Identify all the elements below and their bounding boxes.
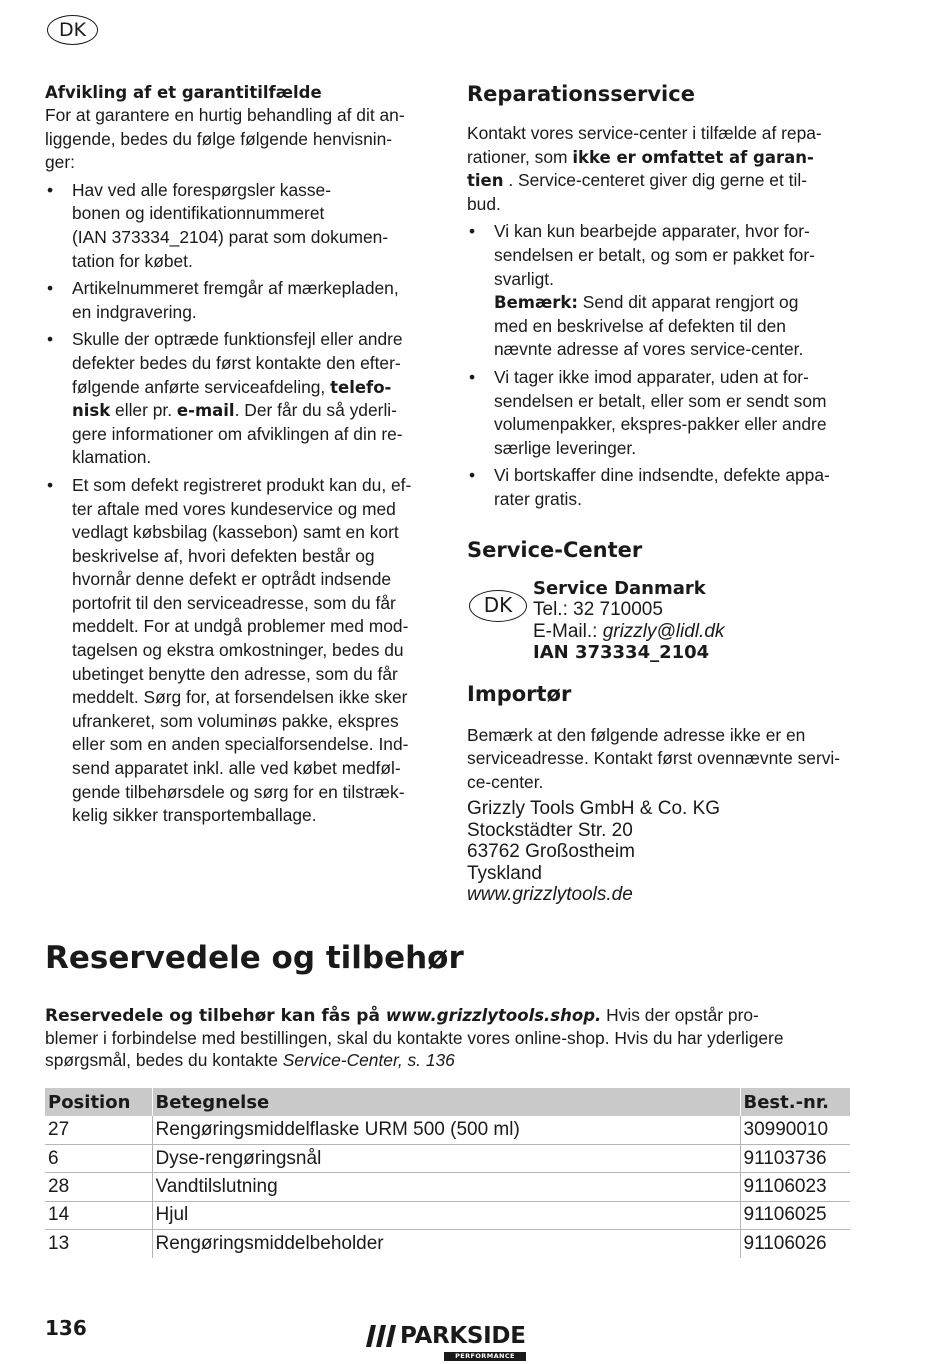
cell-order-number: 30990010 [740, 1116, 850, 1144]
list-item: • Hav ved alle forespørgsler kasse- bonen og identifikationnummeret (IAN 373334_2104) parat som dokumen- tation for købet. [45, 179, 430, 273]
list-item: • Vi bortskaffer dine indsendte, defekte appa- rater gratis. [467, 464, 857, 511]
column-header-order-number: Best.-nr. [740, 1088, 850, 1116]
warranty-list [45, 179, 430, 828]
list-item-text: eller pr. [110, 400, 177, 421]
repair-intro-text: . Service-centeret giver dig gerne et til- bud. [467, 170, 807, 214]
cell-position: 13 [45, 1230, 152, 1258]
list-item-text: . Der får du så yderli- gere informationer om afviklingen af din re- klamation. [72, 400, 403, 468]
table-row [45, 1201, 850, 1229]
column-header-description: Betegnelse [152, 1088, 740, 1116]
repair-list [467, 220, 857, 511]
cell-position: 27 [48, 1118, 70, 1140]
service-name: Service Danmark [533, 577, 706, 599]
note-text: Send dit apparat rengjort og med en beskrivelse af defekten til den nævnte adresse af vores service-center. [494, 292, 804, 360]
service-center-block [467, 578, 857, 666]
service-email-link[interactable]: grizzly@lidl.dk [602, 620, 725, 642]
cell-order-number: 91106025 [740, 1201, 850, 1229]
service-ian: IAN 373334_2104 [533, 642, 710, 663]
repair-intro-emphasis: ikke er omfattet af garan- tien [467, 147, 814, 191]
cell-order-number: 91106026 [740, 1230, 850, 1258]
spare-parts-title: Reservedele og tilbehør [45, 940, 464, 976]
cell-order-number: 91103736 [740, 1144, 850, 1172]
service-phone: Tel.: 32 710005 [533, 599, 663, 620]
note-label: Bemærk: [494, 293, 578, 313]
brand-name: PARKSIDE [400, 1323, 526, 1349]
repair-heading: Reparationsservice [467, 82, 695, 106]
table-row [45, 1230, 850, 1258]
language-badge: DK [47, 15, 98, 45]
cell-position: 6 [45, 1144, 152, 1172]
list-item: • Vi tager ikke imod apparater, uden at for- sendelsen er betalt, eller som er sendt som volumenpakker, ekspres-pakker eller andre særlige leveringer. [467, 366, 857, 460]
column-header-position: Position [45, 1088, 152, 1116]
page-number: 136 [45, 1316, 87, 1340]
cell-position: 28 [45, 1173, 152, 1201]
list-item: • Et som defekt registreret produkt kan du, ef- ter aftale med vores kundeservice og med vedlagt købsbilag (kassebon) samt en kort beskrivelse af, hvori defekten består og hvornår denne defekt er optrådt indsende portofrit til den serviceadresse, som du får meddelt. For at undgå problemer med mod- tagelsen og ekstra omkostninger, bedes du ubetinget benytte den adresse, som du får meddelt. Sørg for, at forsendelsen ikke sker ufrankeret, som voluminøs pakke, ekspres eller som en anden specialforsendelse. Ind- send apparatet inkl. alle ved købet medføl- gende tilbehørsdele og sørg for en tilstræk- kelig sikker transportemballage. [45, 474, 430, 828]
cell-description: Vandtilslutning [152, 1173, 740, 1201]
parkside-logo [366, 1322, 528, 1362]
cell-description: Hjul [152, 1201, 740, 1229]
importer-note: Bemærk at den følgende adresse ikke er en serviceadresse. Kontakt først ovennævnte servi- ce-center. [467, 724, 841, 792]
table-row [45, 1144, 850, 1172]
cell-description: Rengøringsmiddelflaske URM 500 (500 ml) [152, 1116, 740, 1144]
cell-position: 14 [45, 1201, 152, 1229]
spare-parts-intro [45, 1004, 855, 1071]
importer-heading: Importør [467, 681, 572, 706]
list-item [45, 328, 430, 470]
warranty-heading: Afvikling af et garantitilfælde [45, 83, 322, 102]
service-contact [533, 578, 724, 664]
right-column [467, 80, 857, 906]
importer-website-link[interactable]: www.grizzlytools.de [467, 884, 633, 906]
spare-parts-intro-bold: Reservedele og tilbehør kan fås på [45, 1006, 386, 1026]
service-center-heading: Service-Center [467, 537, 643, 562]
email-label: E-Mail.: [533, 620, 603, 642]
list-item: • Artikelnummeret fremgår af mærkepladen, en indgravering. [45, 277, 430, 324]
list-item [467, 220, 857, 362]
cell-order-number: 91106023 [740, 1173, 850, 1201]
emphasis-email: e-mail [176, 401, 235, 421]
shop-url-link[interactable]: www.grizzlytools.shop. [385, 1006, 602, 1025]
importer-address: Grizzly Tools GmbH & Co. KG Stockstädter Str. 20 63762 Großostheim Tyskland [467, 798, 721, 884]
repair-intro [467, 122, 857, 216]
list-item-text: Vi kan kun bearbejde apparater, hvor for- sendelsen er betalt, og som er pakket for- svarligt. [494, 221, 815, 289]
list-item-text: Skulle der optræde funktionsfejl eller andre defekter bedes du først kontakte den efter- følgende anførte serviceafdeling, [72, 329, 403, 397]
brand-subline: PERFORMANCE [444, 1352, 526, 1361]
service-center-reference: Service-Center, s. 136 [282, 1050, 455, 1070]
cell-description: Dyse-rengøringsnål [152, 1144, 740, 1172]
spare-parts-table [45, 1088, 850, 1258]
repair-intro-text: Kontakt vores service-center i tilfælde af repa- rationer, som [467, 123, 822, 167]
table-header-row [45, 1088, 850, 1116]
emphasis-telephone: telefo- nisk [72, 377, 392, 421]
table-row [45, 1173, 850, 1201]
service-email-line [533, 621, 724, 643]
country-badge: DK [469, 590, 527, 622]
warranty-intro: For at garantere en hurtig behandling af dit an- liggende, bedes du følge følgende henvisnin- ger: [45, 105, 405, 173]
cell-description: Rengøringsmiddelbeholder [152, 1230, 740, 1258]
spare-parts-intro-text: Hvis der opstår pro- blemer i forbindelse med bestillingen, skal du kontakte vores online-shop. Hvis du har yderligere spørgsmål, bedes du kontakte [45, 1005, 784, 1070]
warranty-section [45, 80, 430, 828]
brand-stripes-icon [366, 1325, 396, 1347]
table-row [45, 1116, 850, 1144]
